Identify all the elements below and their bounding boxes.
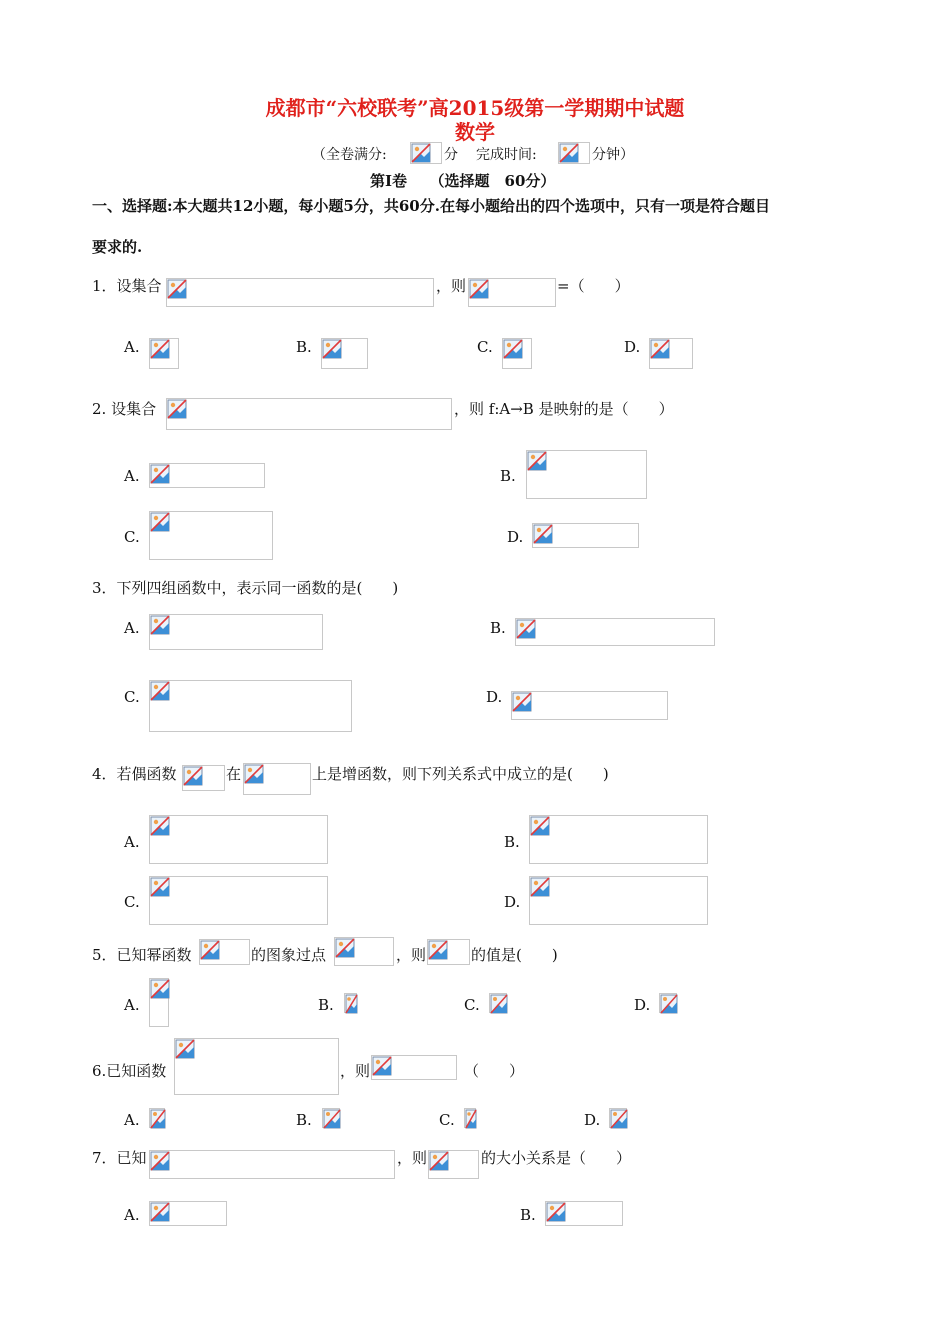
question-6-mid: ，则 bbox=[340, 1062, 371, 1080]
formula-image bbox=[529, 876, 708, 925]
question-2-tail: ，则 f:A→B 是映射的是（ ） bbox=[454, 400, 674, 418]
formula-image bbox=[149, 815, 328, 864]
broken-image-icon bbox=[503, 339, 523, 359]
formula-image bbox=[371, 1055, 457, 1080]
formula-image bbox=[149, 680, 352, 732]
question-7-tail: 的大小关系是（ ） bbox=[481, 1149, 632, 1167]
formula-image bbox=[344, 993, 357, 1013]
question-6-tail: （ ） bbox=[464, 1062, 525, 1080]
broken-image-icon bbox=[546, 1202, 566, 1222]
q3-option-c-label: C. bbox=[124, 688, 140, 706]
formula-image bbox=[149, 511, 273, 560]
q4-option-c-label: C. bbox=[124, 893, 140, 911]
broken-image-icon bbox=[150, 615, 170, 635]
broken-image-icon bbox=[183, 766, 203, 786]
formula-image bbox=[174, 1038, 339, 1095]
q1-option-c-label: C. bbox=[477, 338, 493, 356]
formula-image bbox=[149, 876, 328, 925]
formula-image bbox=[166, 278, 434, 307]
broken-image-icon bbox=[516, 619, 536, 639]
q3-option-d-label: D. bbox=[486, 688, 503, 706]
broken-image-icon bbox=[167, 399, 187, 419]
broken-image-icon bbox=[200, 940, 220, 960]
section-line-1: 一、选择题:本大题共12小题，每小题5分，共60分.在每小题给出的四个选项中，只有一项是符合题目 bbox=[92, 197, 770, 215]
q6-option-b-label: B. bbox=[296, 1111, 312, 1129]
formula-image bbox=[532, 523, 639, 548]
broken-image-icon bbox=[429, 1151, 449, 1171]
formula-image bbox=[558, 142, 590, 164]
question-4-lead: 4．若偶函数 bbox=[92, 765, 177, 783]
formula-image bbox=[149, 614, 323, 650]
formula-image bbox=[321, 338, 368, 369]
broken-image-icon bbox=[150, 1202, 170, 1222]
q6-option-c-label: C. bbox=[439, 1111, 455, 1129]
broken-image-icon bbox=[512, 692, 532, 712]
formula-image bbox=[428, 1150, 479, 1179]
q3-option-a-label: A. bbox=[124, 619, 140, 637]
broken-image-icon bbox=[167, 279, 187, 299]
question-3-lead: 3．下列四组函数中，表示同一函数的是( ) bbox=[92, 579, 399, 597]
formula-image bbox=[149, 1201, 227, 1226]
question-5-mid2: ，则 bbox=[396, 946, 427, 964]
formula-image bbox=[649, 338, 693, 369]
q2-option-d-label: D. bbox=[507, 528, 524, 546]
page-subtitle: 数学 bbox=[455, 120, 495, 144]
formula-image bbox=[502, 338, 532, 369]
question-5-mid: 的图象过点 bbox=[251, 946, 327, 964]
formula-image bbox=[166, 398, 452, 430]
formula-image bbox=[511, 691, 668, 720]
formula-image bbox=[410, 142, 442, 164]
broken-image-icon bbox=[490, 994, 508, 1014]
broken-image-icon bbox=[465, 1109, 477, 1129]
broken-image-icon bbox=[150, 1151, 170, 1171]
question-6-lead: 6.已知函数 bbox=[92, 1062, 167, 1080]
broken-image-icon bbox=[372, 1056, 392, 1076]
q6-option-d-label: D. bbox=[584, 1111, 601, 1129]
info-time-unit: 分钟） bbox=[592, 147, 634, 163]
q4-option-b-label: B. bbox=[504, 833, 520, 851]
question-5-lead: 5．已知幂函数 bbox=[92, 946, 192, 964]
q1-option-d-label: D. bbox=[624, 338, 641, 356]
info-open: （全卷满分: bbox=[312, 147, 387, 163]
formula-image bbox=[149, 1150, 395, 1179]
q3-option-b-label: B. bbox=[490, 619, 506, 637]
formula-image bbox=[515, 618, 715, 646]
q2-option-b-label: B. bbox=[500, 467, 516, 485]
broken-image-icon bbox=[660, 994, 678, 1014]
formula-image bbox=[334, 937, 394, 966]
formula-image bbox=[149, 1108, 165, 1128]
q2-option-a-label: A. bbox=[124, 467, 140, 485]
broken-image-icon bbox=[150, 1109, 166, 1129]
q4-option-a-label: A. bbox=[124, 833, 140, 851]
volume-heading: 第Ⅰ卷 （选择题 60分） bbox=[370, 172, 556, 190]
q1-option-a-label: A. bbox=[124, 338, 140, 356]
question-1-tail: =（ ） bbox=[557, 277, 630, 295]
broken-image-icon bbox=[323, 1109, 341, 1129]
broken-image-icon bbox=[610, 1109, 628, 1129]
formula-image bbox=[182, 765, 225, 791]
question-7-mid: ，则 bbox=[397, 1149, 428, 1167]
formula-image bbox=[199, 939, 250, 965]
section-line-2: 要求的. bbox=[92, 238, 143, 256]
formula-image bbox=[526, 450, 647, 499]
question-4-tail: 上是增函数，则下列关系式中成立的是( ) bbox=[312, 765, 609, 783]
broken-image-icon bbox=[150, 512, 170, 532]
broken-image-icon bbox=[150, 464, 170, 484]
q2-option-c-label: C. bbox=[124, 528, 140, 546]
page-title: 成都市“六校联考”高2015级第一学期期中试题 bbox=[265, 96, 685, 120]
q4-option-d-label: D. bbox=[504, 893, 521, 911]
formula-image bbox=[149, 978, 169, 1027]
broken-image-icon bbox=[150, 979, 170, 999]
broken-image-icon bbox=[150, 816, 170, 836]
formula-image bbox=[243, 763, 311, 795]
formula-image bbox=[149, 338, 179, 369]
q5-option-c-label: C. bbox=[464, 996, 480, 1014]
broken-image-icon bbox=[150, 681, 170, 701]
broken-image-icon bbox=[533, 524, 553, 544]
q5-option-b-label: B. bbox=[318, 996, 334, 1014]
broken-image-icon bbox=[530, 816, 550, 836]
question-1-lead: 1．设集合 bbox=[92, 277, 162, 295]
q6-option-a-label: A. bbox=[124, 1111, 140, 1129]
formula-image bbox=[149, 463, 265, 488]
broken-image-icon bbox=[559, 143, 579, 163]
question-4-mid: 在 bbox=[226, 765, 242, 783]
broken-image-icon bbox=[244, 764, 264, 784]
broken-image-icon bbox=[650, 339, 670, 359]
formula-image bbox=[464, 1108, 476, 1128]
q5-option-d-label: D. bbox=[634, 996, 651, 1014]
question-5-tail: 的值是( ) bbox=[471, 946, 558, 964]
question-2-lead: 2. 设集合 bbox=[92, 400, 157, 418]
broken-image-icon bbox=[322, 339, 342, 359]
broken-image-icon bbox=[527, 451, 547, 471]
formula-image bbox=[609, 1108, 627, 1128]
formula-image bbox=[322, 1108, 340, 1128]
q7-option-a-label: A. bbox=[124, 1206, 140, 1224]
q5-option-a-label: A. bbox=[124, 996, 140, 1014]
broken-image-icon bbox=[530, 877, 550, 897]
broken-image-icon bbox=[411, 143, 431, 163]
broken-image-icon bbox=[428, 940, 448, 960]
info-time-label: 完成时间: bbox=[476, 147, 537, 163]
q7-option-b-label: B. bbox=[520, 1206, 536, 1224]
broken-image-icon bbox=[150, 877, 170, 897]
question-1-mid: ，则 bbox=[436, 277, 467, 295]
formula-image bbox=[427, 939, 470, 965]
formula-image bbox=[659, 993, 677, 1013]
formula-image bbox=[468, 278, 556, 307]
broken-image-icon bbox=[469, 279, 489, 299]
info-score-unit: 分 bbox=[444, 147, 458, 163]
formula-image bbox=[489, 993, 507, 1013]
question-7-lead: 7．已知 bbox=[92, 1149, 147, 1167]
broken-image-icon bbox=[345, 994, 358, 1014]
broken-image-icon bbox=[335, 938, 355, 958]
formula-image bbox=[545, 1201, 623, 1226]
q1-option-b-label: B. bbox=[296, 338, 312, 356]
broken-image-icon bbox=[150, 339, 170, 359]
broken-image-icon bbox=[175, 1039, 195, 1059]
formula-image bbox=[529, 815, 708, 864]
